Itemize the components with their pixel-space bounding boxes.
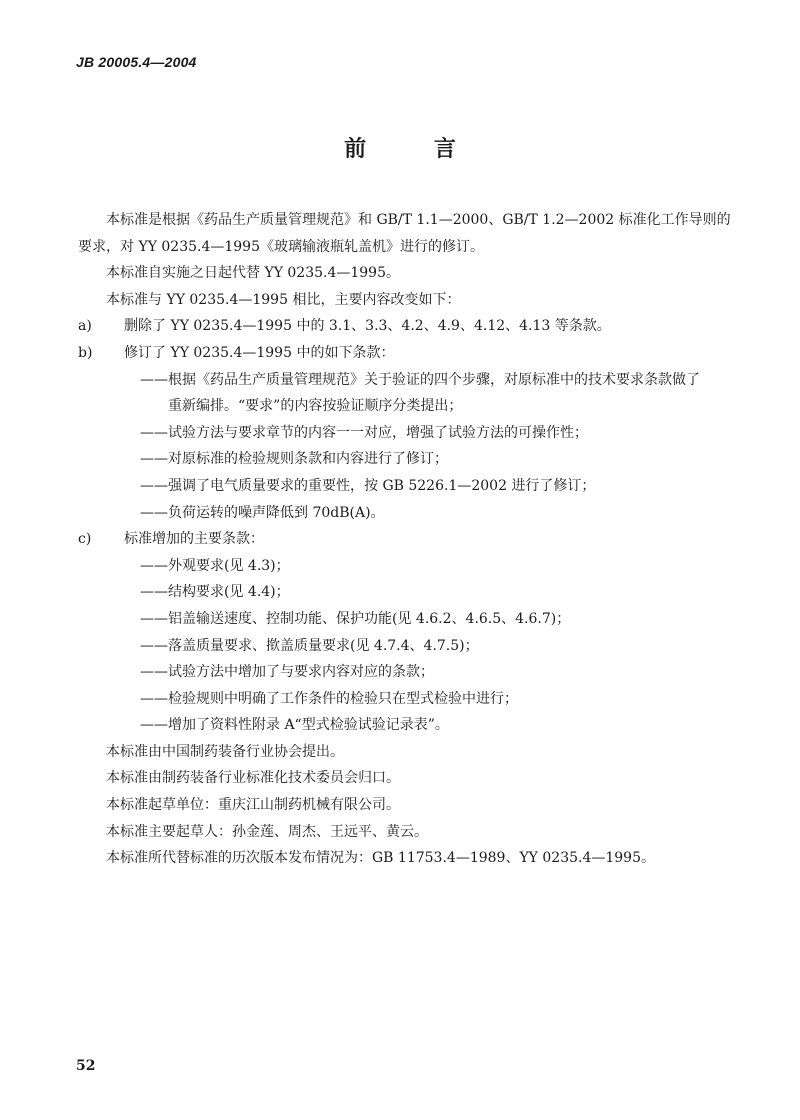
sub-item: ——试验方法中增加了与要求内容对应的条款； <box>140 664 434 681</box>
paragraph: 本标准起草单位：重庆江山制药机械有限公司。 <box>106 797 400 814</box>
paragraph: 本标准由制药装备行业标准化技术委员会归口。 <box>106 770 400 787</box>
list-item-text: 标准增加的主要条款： <box>124 531 264 548</box>
sub-item: ——试验方法与要求章节的内容一一对应，增强了试验方法的可操作性； <box>140 424 588 441</box>
foreword-body <box>78 207 758 872</box>
page-number: 52 <box>76 1058 96 1074</box>
list-item-text: 删除了 YY 0235.4—1995 中的 3.1、3.3、4.2、4.9、4.12、4.13 等条款。 <box>124 318 611 335</box>
paragraph: 本标准与 YY 0235.4—1995 相比，主要内容改变如下： <box>106 291 461 308</box>
sub-item: ——结构要求(见 4.4)； <box>140 584 290 601</box>
list-item-b <box>78 340 758 367</box>
sub-item: ——负荷运转的噪声降低到 70dB(A)。 <box>140 504 385 521</box>
sub-item: ——根据《药品生产质量管理规范》关于验证的四个步骤，对原标准中的技术要求条款做了 <box>140 371 700 388</box>
list-item-a <box>78 313 758 340</box>
list-item-label: b) <box>78 344 93 361</box>
sub-item: ——增加了资料性附录 A“型式检验试验记录表”。 <box>140 717 449 734</box>
paragraph-line: 本标准是根据《药品生产质量管理规范》和 GB/T 1.1—2000、GB/T 1.2—2002 标准化工作导则的 <box>106 212 731 228</box>
sub-item: ——强调了电气质量要求的重要性，按 GB 5226.1—2002 进行了修订； <box>140 477 596 494</box>
sub-item: ——检验规则中明确了工作条件的检验只在型式检验中进行； <box>140 690 518 707</box>
list-item-c <box>78 526 758 553</box>
page-title: 前 言 <box>344 137 486 162</box>
sub-item: ——落盖质量要求、揿盖质量要求(见 4.7.4、4.7.5)； <box>140 637 479 654</box>
paragraph-line: 要求，对 YY 0235.4—1995《玻璃输液瓶轧盖机》进行的修订。 <box>78 238 484 255</box>
list-item-label: a) <box>78 318 92 335</box>
list-item-label: c) <box>78 531 92 548</box>
paragraph: 本标准主要起草人：孙金莲、周杰、王远平、黄云。 <box>106 823 428 840</box>
document-code-header: JB 20005.4—2004 <box>76 54 197 70</box>
sub-item-continuation: 重新编排。“要求”的内容按验证顺序分类提出； <box>168 398 463 415</box>
list-item-text: 修订了 YY 0235.4—1995 中的如下条款： <box>124 344 395 361</box>
paragraph: 本标准所代替标准的历次版本发布情况为：GB 11753.4—1989、YY 0235.4—1995。 <box>106 850 655 867</box>
sub-item: ——对原标准的检验规则条款和内容进行了修订； <box>140 451 448 468</box>
paragraph: 本标准由中国制药装备行业协会提出。 <box>106 743 344 760</box>
paragraph: 本标准自实施之日起代替 YY 0235.4—1995。 <box>106 265 400 282</box>
sub-item: ——铝盖输送速度、控制功能、保护功能(见 4.6.2、4.6.5、4.6.7)； <box>140 610 571 627</box>
sub-item: ——外观要求(见 4.3)； <box>140 557 290 574</box>
